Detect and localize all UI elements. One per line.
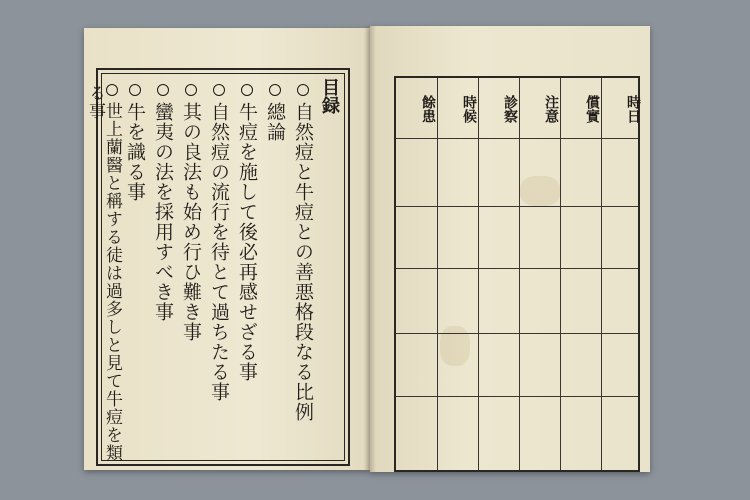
chart-table	[394, 76, 640, 472]
toc-title: 目録	[319, 78, 340, 114]
table-row-divider	[396, 206, 638, 207]
toc-entry	[265, 84, 284, 142]
table-header: 償實	[584, 95, 600, 123]
bullet-icon	[213, 84, 225, 96]
bullet-icon	[106, 84, 118, 96]
table-header: 時日	[625, 95, 641, 123]
table-header: 診察	[502, 95, 518, 123]
book-spine	[364, 26, 376, 472]
bullet-icon	[269, 84, 281, 96]
toc-entry-text: 世上蘭醫と稱する徒は過多しと見て牛痘を類る事	[85, 84, 122, 462]
toc-entry	[153, 84, 172, 322]
table-row-divider	[396, 138, 638, 139]
toc-entry	[237, 84, 256, 382]
toc-entry-text: 其の良法も始め行ひ難き事	[180, 102, 202, 342]
toc-entry	[209, 84, 228, 402]
toc-entry	[125, 84, 144, 202]
bullet-icon	[157, 84, 169, 96]
bleed-through-marks	[82, 118, 96, 198]
toc-entry-text: 牛痘を施して後必再感せざる事	[236, 102, 258, 382]
table-row-divider	[396, 268, 638, 269]
toc-entry-text: 蠻夷の法を採用すべき事	[152, 102, 174, 322]
toc-entry-text: 自然痘の流行を待とて過ちたる事	[208, 102, 230, 402]
bullet-icon	[241, 84, 253, 96]
table-header: 注意	[543, 95, 559, 123]
bullet-icon	[297, 84, 309, 96]
bullet-icon	[129, 84, 141, 96]
toc-entry	[181, 84, 200, 342]
bullet-icon	[185, 84, 197, 96]
table-header: 時候	[461, 95, 477, 123]
toc-entry-text: 自然痘と牛痘との善悪格段なる比例	[292, 102, 314, 422]
right-page	[370, 26, 650, 472]
toc-entry-text: 牛を識る事	[124, 102, 146, 202]
toc-frame	[85, 68, 350, 466]
toc-entry	[293, 84, 312, 422]
table-header: 餘患	[420, 95, 436, 123]
left-page	[84, 28, 370, 470]
table-row-divider	[396, 396, 638, 397]
table-row-divider	[396, 333, 638, 334]
toc-entry-text: 總論	[264, 102, 286, 142]
